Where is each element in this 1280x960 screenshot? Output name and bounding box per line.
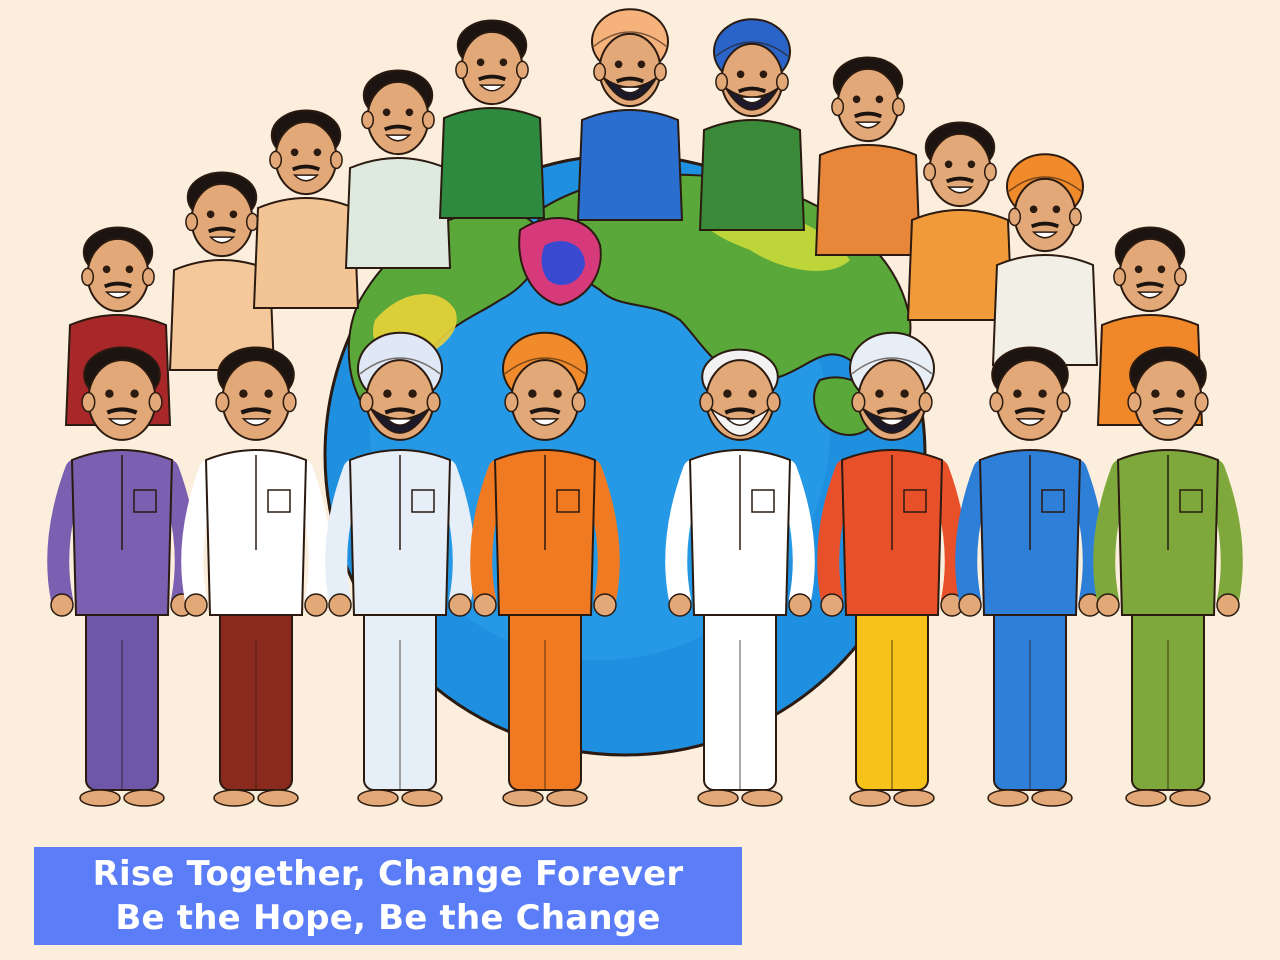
caption-banner [34, 847, 742, 945]
caption-line-1: Rise Together, Change Forever [92, 854, 684, 894]
caption-line-2: Be the Hope, Be the Change [115, 898, 661, 938]
